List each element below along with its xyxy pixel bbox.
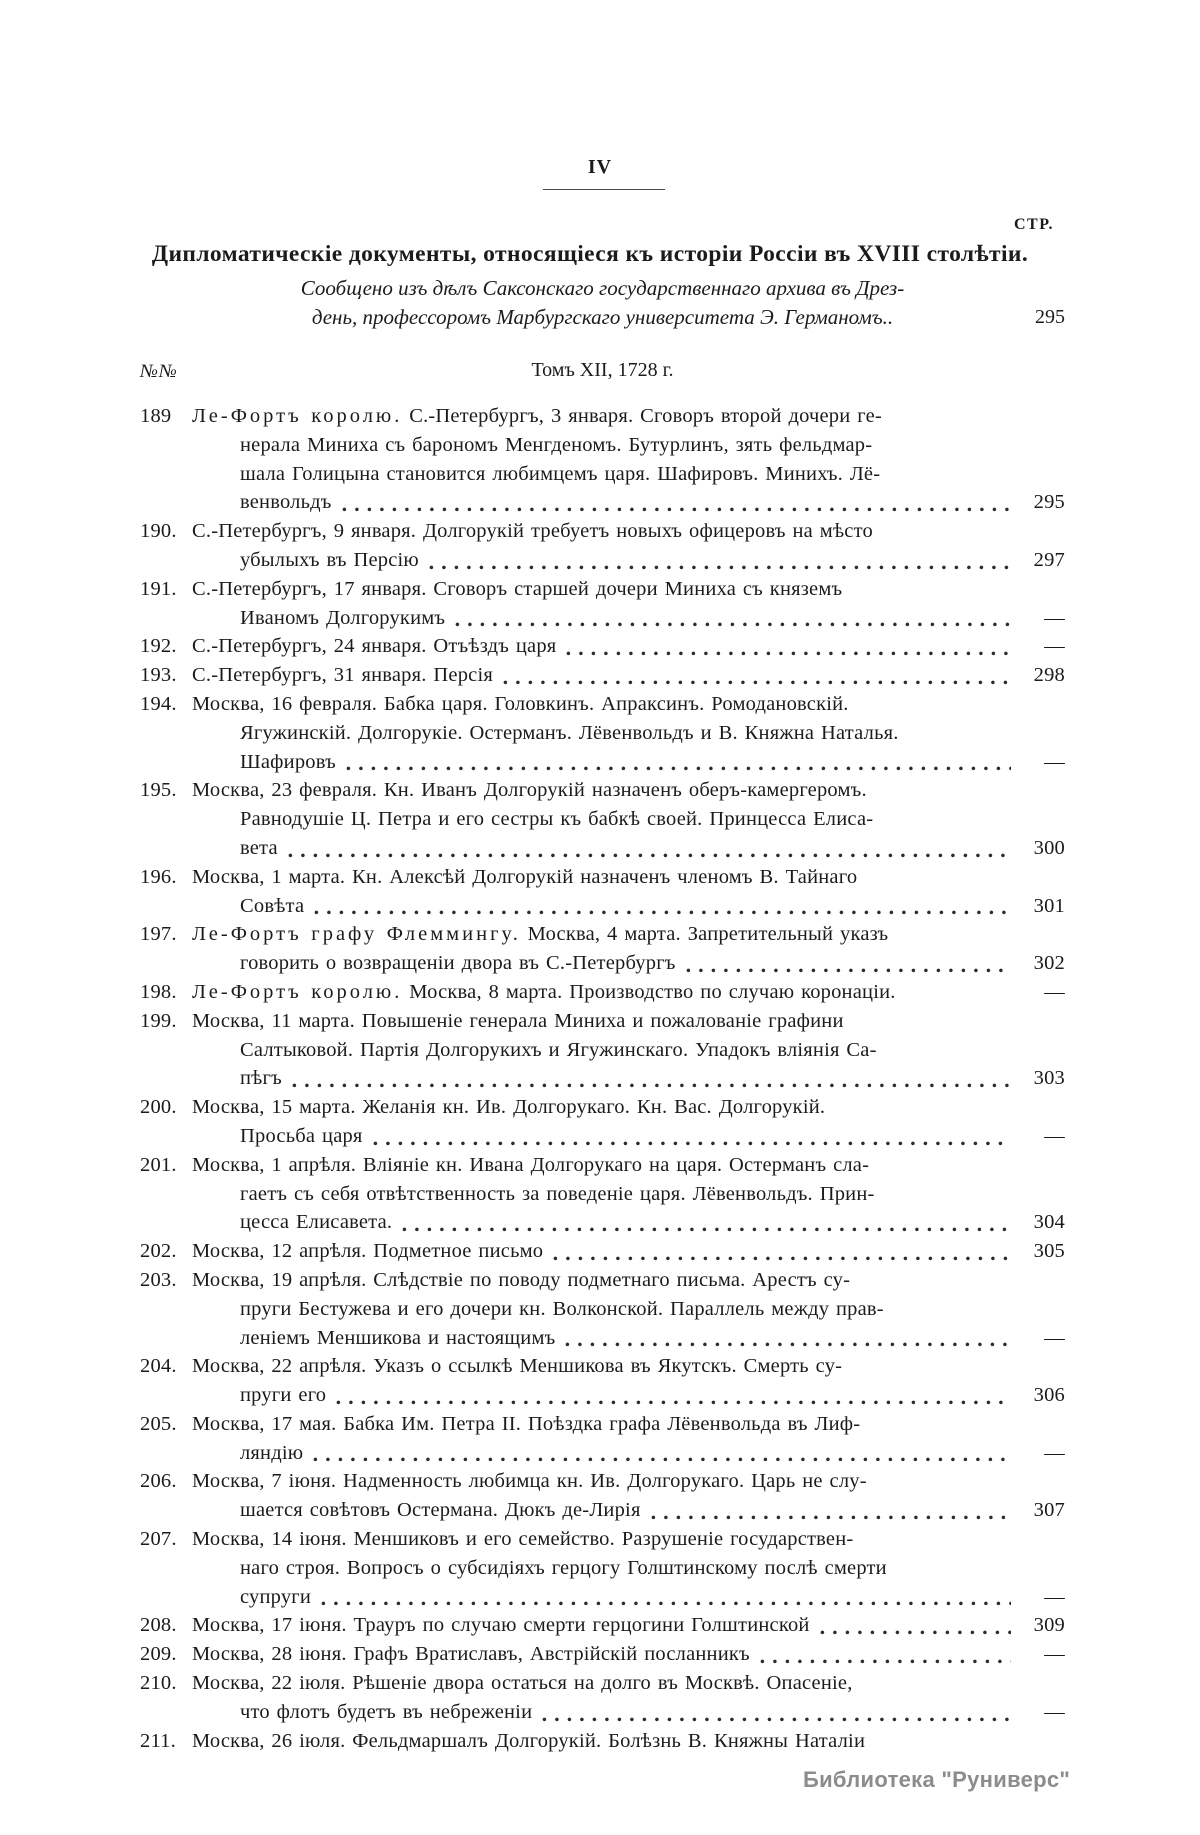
entry-text: С.-Петербургъ, 31 января. Персія (192, 664, 493, 687)
entry-text: убылыхъ въ Персію (240, 548, 419, 571)
toc-entry (140, 1237, 1065, 1266)
entry-page-ref: — (1044, 606, 1065, 629)
chapter-subtitle (140, 274, 1065, 332)
entry-number: 189 (140, 405, 172, 427)
toc-entry (140, 1151, 1065, 1237)
entry-number: 204. (140, 1355, 177, 1378)
entry-text: Иваномъ Долгорукимъ (240, 606, 446, 629)
entry-leader-line (240, 1439, 1065, 1468)
toc-entry (140, 632, 1065, 661)
entry-text: Шафировъ (240, 750, 336, 773)
entry-text-line: Москва, 22 апрѣля. Указъ о ссылкѣ Меншикова въ Якутскъ. Смерть су- (192, 1355, 843, 1378)
entry-text: говорить о возвращеніи двора въ С.-Петербургъ (240, 952, 676, 975)
chapter-title: Дипломатическіе документы, относящіеся къ исторіи Россіи въ XVIII столѣтіи. (151, 241, 1029, 267)
entry-leader-line (192, 978, 1065, 1007)
entry-sender-spaced: Ле-Фортъ графу Флеммингу. (192, 923, 521, 946)
dot-leader (313, 1457, 1011, 1462)
entry-text: супруги (240, 1585, 312, 1608)
entry-leader-line (240, 834, 1065, 863)
dot-leader (553, 1256, 1011, 1261)
entry-page-ref: — (1044, 1585, 1065, 1608)
entry-text-line: Москва, 26 іюля. Фельдмаршалъ Долгорукій. Болѣзнь В. Княжны Наталіи (192, 1729, 866, 1752)
entry-page-ref: 300 (1033, 836, 1065, 859)
dot-leader (342, 507, 1011, 512)
entry-text: пруги его (240, 1384, 327, 1407)
entry-text: Москва, 17 іюня. Трауръ по случаю смерти герцогини Голштинской (192, 1614, 810, 1637)
entry-text-line: Москва, 14 іюня. Меншиковъ и его семейство. Разрушеніе государствен- (192, 1528, 854, 1551)
subtitle-line: Сообщено изъ дѣлъ Саксонскаго государственнаго архива въ Дрез- (300, 276, 905, 300)
entry-leader-line (240, 1698, 1065, 1727)
entry-leader-line (192, 1611, 1065, 1640)
dot-leader (820, 1630, 1011, 1635)
subtitle-line-text: день, профессоромъ Марбургскаго университета Э. Германомъ.. (311, 305, 894, 329)
toc-entry (140, 978, 1065, 1007)
entry-text: вета (240, 836, 278, 859)
entry-text-line: Москва, 22 іюля. Рѣшеніе двора остаться на долго въ Москвѣ. Опасеніе, (192, 1672, 853, 1695)
subtitle-line (140, 303, 1065, 332)
dot-leader (346, 766, 1011, 771)
entry-text-line: Равнодушіе Ц. Петра и его сестры къ бабкѣ своей. Принцесса Елиса- (240, 808, 874, 831)
entry-number: 190. (140, 520, 177, 543)
entry-page-ref: — (1044, 1441, 1065, 1464)
entry-leader-line (192, 1640, 1065, 1669)
entry-number: 194. (140, 692, 177, 715)
dot-leader (686, 968, 1011, 973)
folio-page-number: IV (587, 156, 613, 178)
entry-text-line: Москва, 7 іюня. Надменность любимца кн. Ив. Долгорукаго. Царь не слу- (192, 1470, 867, 1493)
entry-text-line: наго строя. Вопросъ о субсидіяхъ герцогу Голштинскому послѣ смерти (240, 1556, 887, 1579)
entry-number: 205. (140, 1412, 177, 1435)
table-of-contents (140, 402, 1065, 1755)
entry-text-line: пруги Бестужева и его дочери кн. Волконской. Параллель между прав- (240, 1297, 884, 1320)
folio-rule (543, 189, 665, 190)
numbers-column-label: №№ (140, 361, 178, 382)
entry-text-line: С.-Петербургъ, 17 января. Сговоръ старшей дочери Миниха съ княземъ (192, 577, 843, 600)
toc-entry (140, 1525, 1065, 1611)
entry-number: 202. (140, 1240, 177, 1263)
entry-number: 211. (140, 1729, 176, 1752)
toc-entry (140, 1640, 1065, 1669)
entry-text: шается совѣтовъ Остермана. Дюкъ де-Лирія (240, 1499, 641, 1522)
entry-text-line: Ле-Фортъ королю. С.-Петербургъ, 3 января. Сговоръ второй дочери ге- (192, 405, 882, 427)
entry-page-ref: — (1044, 1700, 1065, 1723)
entry-page-ref: — (1044, 1124, 1065, 1147)
toc-entry (140, 1007, 1065, 1093)
toc-entry (140, 575, 1065, 633)
entry-text-line: Москва, 11 марта. Повышеніе генерала Миниха и пожалованіе графини (192, 1009, 844, 1032)
entry-number: 193. (140, 664, 177, 687)
entry-text-line: С.-Петербургъ, 9 января. Долгорукій требуетъ новыхъ офицеровъ на мѣсто (192, 520, 873, 543)
dot-leader (292, 1083, 1011, 1088)
entry-text-line: Москва, 16 февраля. Бабка царя. Головкинъ. Апраксинъ. Ромодановскій. (192, 692, 849, 715)
dot-leader (321, 1601, 1011, 1606)
entry-number: 209. (140, 1643, 177, 1666)
entry-sender-spaced: Ле-Фортъ королю. (192, 980, 403, 1003)
dot-leader (566, 651, 1011, 656)
entry-page-ref: 298 (1033, 664, 1065, 687)
entry-page-ref: — (1044, 750, 1065, 773)
entry-page-ref: 301 (1033, 894, 1065, 917)
entry-number: 191. (140, 577, 177, 600)
toc-entry (140, 776, 1065, 862)
entry-page-ref: — (1044, 1326, 1065, 1349)
entry-text: Москва, 12 апрѣля. Подметное письмо (192, 1240, 544, 1263)
entry-page-ref: — (1044, 1643, 1065, 1666)
entry-number: 196. (140, 865, 177, 888)
entry-number: 195. (140, 779, 177, 802)
entry-page-ref: 303 (1033, 1067, 1065, 1090)
toc-entry (140, 1093, 1065, 1151)
entry-page-ref: 304 (1033, 1211, 1065, 1234)
dot-leader (336, 1400, 1011, 1405)
entry-text-line: Москва, 19 апрѣля. Слѣдствіе по поводу подметнаго письма. Арестъ су- (192, 1268, 851, 1291)
entry-leader-line (192, 1237, 1065, 1266)
entry-page-ref: — (1044, 635, 1065, 658)
entry-page-ref: 305 (1033, 1240, 1065, 1263)
dot-leader (565, 1342, 1011, 1347)
entry-number: 201. (140, 1153, 177, 1176)
entry-number: 207. (140, 1528, 177, 1551)
subtitle-page-ref: 295 (1035, 306, 1065, 328)
toc-entry (140, 402, 1065, 517)
entry-text: что флотъ будетъ въ небреженіи (240, 1700, 533, 1723)
entry-leader-line (240, 1583, 1065, 1612)
entry-text: Совѣта (240, 894, 305, 917)
entry-text-line: Москва, 17 мая. Бабка Им. Петра II. Поѣздка графа Лёвенвольда въ Лиф- (192, 1412, 861, 1435)
entry-leader-line (240, 488, 1065, 517)
entry-leader-line (240, 1122, 1065, 1151)
entry-page-ref: 306 (1033, 1384, 1065, 1407)
toc-entry (140, 1410, 1065, 1468)
entry-text-line: нерала Миниха съ барономъ Менгденомъ. Бутурлинъ, зять фельдмар- (240, 433, 873, 456)
dot-leader (503, 680, 1011, 685)
volume-header-row (140, 359, 1065, 382)
page-column-header: СТР. (1014, 216, 1054, 233)
entry-number: 206. (140, 1470, 177, 1493)
toc-entry (140, 863, 1065, 921)
entry-text-line: Ягужинскій. Долгорукіе. Остерманъ. Лёвенвольдъ и В. Княжна Наталья. (240, 721, 899, 744)
entry-leader-line (240, 1381, 1065, 1410)
entry-number: 210. (140, 1672, 177, 1695)
toc-entry (140, 1266, 1065, 1352)
entry-leader-line (240, 1064, 1065, 1093)
toc-entry (140, 1727, 1065, 1756)
dot-leader (455, 622, 1011, 627)
entry-page-ref: 309 (1033, 1614, 1065, 1637)
dot-leader (760, 1659, 1011, 1664)
entry-text-line: Москва, 1 апрѣля. Вліяніе кн. Ивана Долгорукаго на царя. Остерманъ сла- (192, 1153, 870, 1176)
entry-number: 199. (140, 1009, 177, 1032)
entry-page-ref: 307 (1033, 1499, 1065, 1522)
entry-text: Просьба царя (240, 1124, 363, 1147)
entry-number: 192. (140, 635, 177, 658)
library-watermark: Библиотека "Руниверс" (803, 1767, 1071, 1792)
entry-text-line: Москва, 15 марта. Желанія кн. Ив. Долгорукаго. Кн. Вас. Долгорукій. (192, 1096, 826, 1119)
toc-entry (140, 1669, 1065, 1727)
entry-text-line: Москва, 23 февраля. Кн. Иванъ Долгорукій назначенъ оберъ-камергеромъ. (192, 779, 867, 802)
entry-number: 208. (140, 1614, 177, 1637)
dot-leader (314, 910, 1011, 915)
entry-leader-line (240, 604, 1065, 633)
entry-number: 200. (140, 1096, 177, 1119)
dot-leader (429, 565, 1011, 570)
entry-number: 203. (140, 1268, 177, 1291)
entry-text-line: шала Голицына становится любимцемъ царя. Шафировъ. Минихъ. Лё- (240, 462, 881, 485)
toc-entry (140, 1352, 1065, 1410)
entry-text: цесса Елисавета. (240, 1211, 393, 1234)
toc-entry (140, 517, 1065, 575)
entry-number: 197. (140, 923, 177, 946)
entry-leader-line (240, 546, 1065, 575)
entry-leader-line (192, 632, 1065, 661)
toc-entry (140, 1467, 1065, 1525)
entry-text: венвольдъ (240, 491, 332, 514)
entry-leader-line (240, 1324, 1065, 1353)
entry-page-ref: 297 (1033, 548, 1065, 571)
toc-entry (140, 920, 1065, 978)
entry-text-line: Салтыковой. Партія Долгорукихъ и Ягужинскаго. Упадокъ вліянія Са- (240, 1038, 877, 1061)
entry-text: леніемъ Меншикова и настоящимъ (240, 1326, 556, 1349)
entry-text: ляндію (240, 1441, 304, 1464)
entry-text-line: Ле-Фортъ графу Флеммингу. Москва, 4 марта. Запретительный указъ (192, 923, 889, 946)
entry-text-line: Москва, 1 марта. Кн. Алексѣй Долгорукій назначенъ членомъ В. Тайнаго (192, 865, 858, 888)
entry-leader-line (240, 1208, 1065, 1237)
toc-entry (140, 690, 1065, 776)
entry-page-ref: — (1044, 980, 1065, 1003)
entry-leader-line (240, 949, 1065, 978)
dot-leader (288, 853, 1011, 858)
entry-sender-spaced: Ле-Фортъ королю. (192, 405, 403, 427)
entry-page-ref: 302 (1033, 952, 1065, 975)
entry-text: Ле-Фортъ королю. Москва, 8 марта. Производство по случаю коронаціи. (192, 980, 896, 1003)
entry-text: С.-Петербургъ, 24 января. Отъѣздъ царя (192, 635, 557, 658)
entry-page-ref: 295 (1033, 491, 1065, 514)
entry-text: Москва, 28 іюня. Графъ Вратиславъ, Австрійскій посланникъ (192, 1643, 750, 1666)
volume-title: Томъ XII, 1728 г. (531, 359, 674, 381)
dot-leader (402, 1227, 1011, 1232)
entry-text: пѣгъ (240, 1067, 282, 1090)
dot-leader (651, 1515, 1011, 1520)
entry-number: 198. (140, 980, 177, 1003)
entry-text-line: гаетъ съ себя отвѣтственность за поведеніе царя. Лёвенвольдъ. Прин- (240, 1182, 875, 1205)
entry-leader-line (240, 1496, 1065, 1525)
toc-entry (140, 1611, 1065, 1640)
dot-leader (373, 1141, 1011, 1146)
toc-entry (140, 661, 1065, 690)
entry-leader-line (240, 892, 1065, 921)
entry-leader-line (240, 748, 1065, 777)
dot-leader (542, 1717, 1011, 1722)
entry-leader-line (192, 661, 1065, 690)
